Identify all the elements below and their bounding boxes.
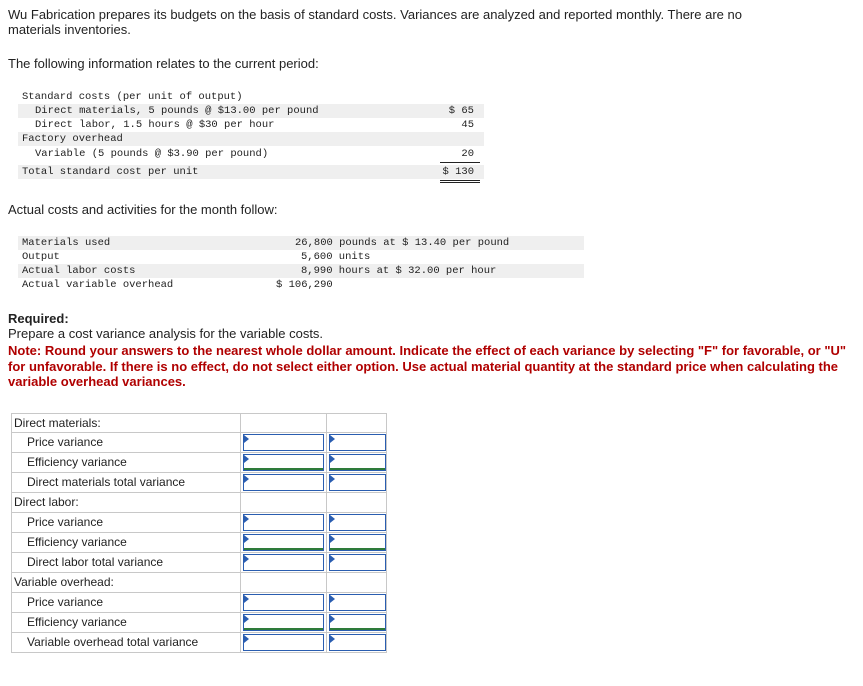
row-label: Total standard cost per unit [22, 166, 199, 178]
effect-cell [327, 453, 388, 472]
row-value: 26,800 pounds at $ 13.40 per pound [295, 237, 510, 249]
select-marker-icon [330, 595, 335, 603]
variance-label: Price variance [27, 515, 104, 529]
variance-amount-input[interactable] [243, 614, 324, 631]
variance-answer-table [11, 413, 387, 653]
variance-effect-select[interactable] [329, 534, 386, 551]
variance-amount-input[interactable] [243, 534, 324, 551]
table-row [11, 533, 387, 553]
table-row [18, 250, 584, 264]
double-underline-top [440, 180, 480, 181]
select-marker-icon [330, 515, 335, 523]
effect-cell [327, 493, 388, 512]
effect-cell [327, 414, 388, 433]
row-label: Direct materials, 5 pounds @ $13.00 per pound [35, 105, 319, 117]
variance-amount-input[interactable] [243, 434, 324, 451]
row-label: Actual variable overhead [22, 279, 174, 291]
effect-cell [327, 433, 388, 452]
variance-effect-select[interactable] [329, 514, 386, 531]
table-row [18, 165, 484, 179]
intro-line-1: Wu Fabrication prepares its budgets on the basis of standard costs. Variances are analyzed and reported monthly. There are no [8, 7, 742, 22]
table-row [11, 553, 387, 573]
subtotal-underline [440, 162, 480, 163]
row-label: Materials used [22, 237, 111, 249]
table-row [11, 573, 387, 593]
row-amount: $ 130 [442, 166, 474, 178]
effect-cell [327, 573, 388, 592]
amount-cell [241, 533, 327, 552]
row-label-cell [12, 573, 241, 592]
select-marker-icon [330, 535, 335, 543]
amount-cell [241, 414, 327, 433]
input-marker-icon [244, 635, 249, 643]
variance-label: Direct materials total variance [27, 475, 186, 489]
amount-cell [241, 553, 327, 572]
row-label-cell [12, 553, 241, 572]
row-label: Variable (5 pounds @ $3.90 per pound) [35, 148, 269, 160]
row-label-cell [12, 453, 241, 472]
variance-effect-select[interactable] [329, 434, 386, 451]
intro-line-2: materials inventories. [8, 22, 131, 37]
table-row [18, 278, 584, 292]
variance-label: Direct labor total variance [27, 555, 164, 569]
amount-cell [241, 573, 327, 592]
variance-amount-input[interactable] [243, 594, 324, 611]
instruction-note: Note: Round your answers to the nearest whole dollar amount. Indicate the effect of each variance by selecting "F" for favorable, or "U" for unfavorable. If there is no effect, do not select either option. Use actual material quantity at the standard price when calculating the variable overhead variances. [8, 343, 847, 389]
amount-cell [241, 613, 327, 632]
variance-label: Price variance [27, 435, 104, 449]
standard-costs-table [18, 90, 484, 179]
table-row [11, 513, 387, 533]
row-amount: 45 [461, 119, 474, 131]
amount-cell [241, 513, 327, 532]
input-marker-icon [244, 535, 249, 543]
input-marker-icon [244, 555, 249, 563]
variance-label: Efficiency variance [27, 615, 127, 629]
variance-effect-select[interactable] [329, 634, 386, 651]
row-amount: $ 65 [448, 105, 474, 117]
row-label-cell [12, 613, 241, 632]
input-marker-icon [244, 515, 249, 523]
table-row [18, 236, 584, 250]
row-label-cell [12, 493, 241, 512]
row-label: Direct labor, 1.5 hours @ $30 per hour [35, 119, 275, 131]
row-value: 5,600 units [301, 251, 371, 263]
row-label-cell [12, 414, 241, 433]
table-row [18, 132, 484, 146]
standard-costs-header-row [18, 90, 484, 104]
actual-costs-table [18, 236, 584, 292]
amount-cell [241, 493, 327, 512]
table-row [11, 453, 387, 473]
effect-cell [327, 513, 388, 532]
actual-intro: Actual costs and activities for the month follow: [8, 202, 278, 217]
variance-amount-input[interactable] [243, 474, 324, 491]
double-underline-bottom [440, 182, 480, 183]
select-marker-icon [330, 455, 335, 463]
row-label-cell [12, 533, 241, 552]
table-row [11, 473, 387, 493]
input-marker-icon [244, 435, 249, 443]
following-text: The following information relates to the current period: [8, 56, 319, 71]
required-text: Prepare a cost variance analysis for the variable costs. [8, 326, 324, 341]
input-marker-icon [244, 455, 249, 463]
variance-label: Efficiency variance [27, 535, 127, 549]
row-amount: 20 [461, 148, 474, 160]
row-label-cell [12, 473, 241, 492]
effect-cell [327, 553, 388, 572]
row-label: Output [22, 251, 60, 263]
table-row [11, 593, 387, 613]
section-label: Direct labor: [14, 495, 79, 509]
variance-effect-select[interactable] [329, 474, 386, 491]
variance-effect-select[interactable] [329, 594, 386, 611]
row-label-cell [12, 433, 241, 452]
select-marker-icon [330, 615, 335, 623]
required-heading: Required: [8, 311, 69, 326]
row-label-cell [12, 633, 241, 652]
select-marker-icon [330, 435, 335, 443]
select-marker-icon [330, 635, 335, 643]
table-row [18, 118, 484, 132]
variance-amount-input[interactable] [243, 554, 324, 571]
table-row [18, 264, 584, 278]
select-marker-icon [330, 555, 335, 563]
row-value: 8,990 hours at $ 32.00 per hour [301, 265, 497, 277]
effect-cell [327, 633, 388, 652]
variance-effect-select[interactable] [329, 554, 386, 571]
row-label: Actual labor costs [22, 265, 136, 277]
input-marker-icon [244, 615, 249, 623]
variance-amount-input[interactable] [243, 634, 324, 651]
effect-cell [327, 613, 388, 632]
table-row [18, 147, 484, 161]
input-marker-icon [244, 475, 249, 483]
amount-cell [241, 453, 327, 472]
amount-cell [241, 593, 327, 612]
variance-effect-select[interactable] [329, 454, 386, 471]
variance-label: Variable overhead total variance [27, 635, 199, 649]
row-label: Factory overhead [22, 133, 123, 145]
variance-amount-input[interactable] [243, 514, 324, 531]
table-row [11, 493, 387, 513]
standard-costs-header: Standard costs (per unit of output) [22, 91, 243, 103]
effect-cell [327, 533, 388, 552]
variance-label: Price variance [27, 595, 104, 609]
table-row [11, 413, 387, 433]
row-value: $ 106,290 [276, 279, 333, 291]
amount-cell [241, 433, 327, 452]
variance-label: Efficiency variance [27, 455, 127, 469]
section-label: Direct materials: [14, 416, 101, 430]
table-row [11, 633, 387, 653]
input-marker-icon [244, 595, 249, 603]
table-row [11, 433, 387, 453]
section-label: Variable overhead: [14, 575, 114, 589]
row-label-cell [12, 513, 241, 532]
table-row [11, 613, 387, 633]
amount-cell [241, 473, 327, 492]
select-marker-icon [330, 475, 335, 483]
variance-amount-input[interactable] [243, 454, 324, 471]
table-row [18, 104, 484, 118]
variance-effect-select[interactable] [329, 614, 386, 631]
row-label-cell [12, 593, 241, 612]
effect-cell [327, 593, 388, 612]
effect-cell [327, 473, 388, 492]
amount-cell [241, 633, 327, 652]
